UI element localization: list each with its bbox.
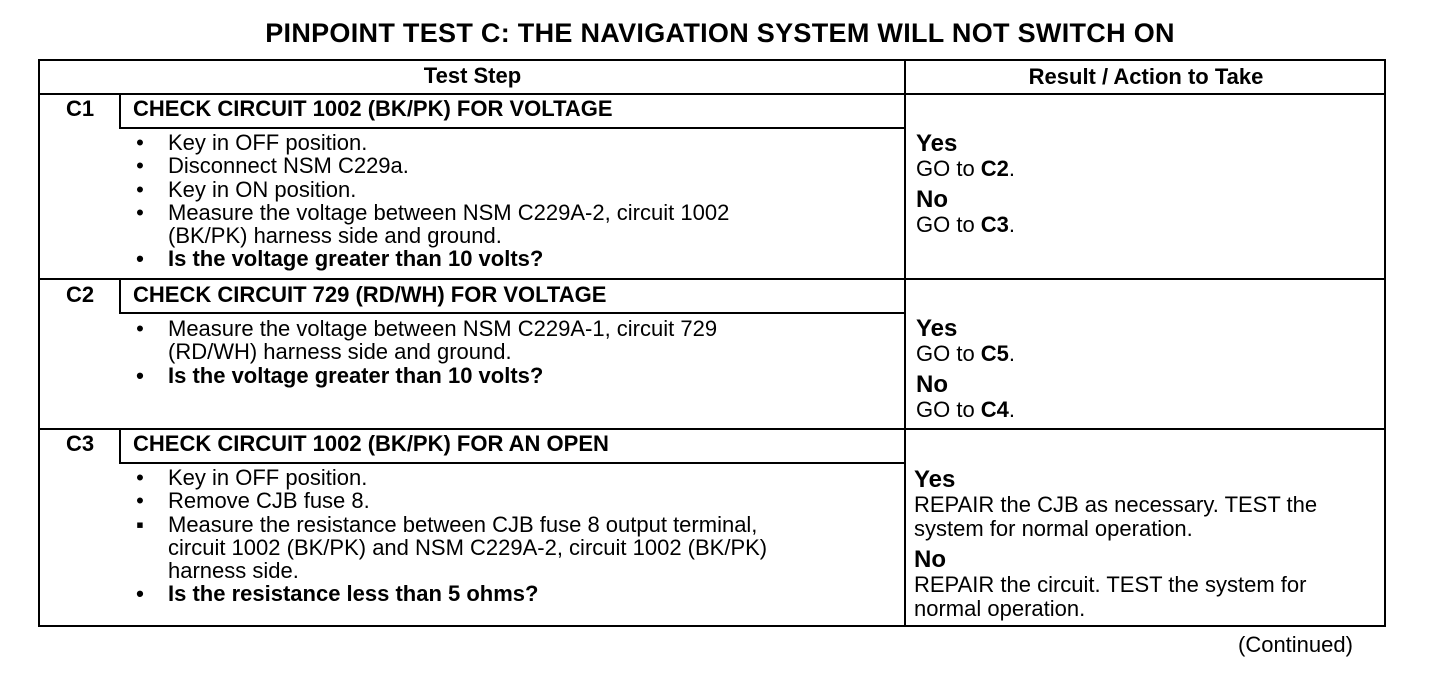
result-no-action: GO to C3. [916,212,1016,237]
bullet-continuation: (RD/WH) harness side and ground. [168,339,512,365]
bullet-question: • Is the voltage greater than 10 volts? [130,364,717,387]
bullet-continuation: circuit 1002 (BK/PK) and NSM C229A-2, circuit 1002 (BK/PK) [168,534,768,560]
result-no-label: No [914,546,946,573]
result-no-label: No [916,371,948,398]
result-yes-action: GO to C2. [916,156,1016,181]
bullet-dot-icon: • [136,362,144,388]
step-id-divider [119,429,121,463]
bullet-dot-icon: • [136,246,144,272]
result-no-action: REPAIR the circuit. TEST the system for [914,572,1307,597]
bullet-item: • Disconnect NSM C229a. [130,154,729,177]
step-title-c2: CHECK CIRCUIT 729 (RD/WH) FOR VOLTAGE [133,282,607,307]
result-no-action: normal operation. [914,596,1086,621]
step-bullets-c3 [130,466,767,606]
bullet-item: • Remove CJB fuse 8. [130,489,767,512]
step-bullets-c1 [130,131,729,271]
result-no-action: GO to C4. [916,397,1016,422]
step-id-c3: C3 [65,431,95,456]
step-id-c1: C1 [65,96,95,121]
column-divider [904,59,906,627]
step-id-divider [119,94,121,128]
bullet-dot-icon: • [136,465,144,490]
step-title-c1: CHECK CIRCUIT 1002 (BK/PK) FOR VOLTAGE [133,96,613,121]
bullet-item: • Measure the voltage between NSM C229A-1, circuit 729 [130,317,717,340]
bullet-dot-icon: • [136,581,144,607]
step-title-divider [119,312,905,314]
result-yes-label: Yes [914,466,956,493]
page-title: PINPOINT TEST C: THE NAVIGATION SYSTEM WILL NOT SWITCH ON [265,18,1175,48]
bullet-item: • Key in ON position. [130,178,729,201]
continued-note: (Continued) [1238,632,1353,657]
bullet-question: • Is the resistance less than 5 ohms? [130,582,767,605]
bullet-item: • Key in OFF position. [130,131,729,154]
result-yes-action: system for normal operation. [914,516,1193,541]
bullet-continuation: (BK/PK) harness side and ground. [168,223,502,249]
step-bullets-c2 [130,317,717,387]
result-no-label: No [916,186,948,213]
header-result-action: Result / Action to Take [1028,64,1264,89]
header-test-step: Test Step [423,63,522,88]
bullet-continuation: harness side. [168,558,299,584]
step-id-divider [119,279,121,313]
bullet-item: • Key in OFF position. [130,466,767,489]
bullet-dot-icon: • [136,176,144,202]
result-yes-action: GO to C5. [916,341,1016,366]
bullet-dot-icon: • [136,488,144,514]
step-title-divider [119,127,905,129]
bullet-dot-icon: • [136,130,144,155]
bullet-item: • Measure the voltage between NSM C229A-2, circuit 1002 [130,201,729,224]
bullet-item: ▪ Measure the resistance between CJB fuse 8 output terminal, [130,513,767,536]
result-yes-label: Yes [916,315,958,342]
result-yes-label: Yes [916,130,958,157]
bullet-dot-icon: • [136,316,144,341]
step-title-divider [119,462,905,464]
step-id-c2: C2 [65,282,95,307]
result-c3 [914,467,1317,621]
bullet-question: • Is the voltage greater than 10 volts? [130,247,729,270]
bullet-dot-icon: ▪ [136,511,144,537]
result-c1 [916,131,1015,237]
step-title-c3: CHECK CIRCUIT 1002 (BK/PK) FOR AN OPEN [133,431,609,456]
result-c2 [916,316,1015,422]
bullet-dot-icon: • [136,153,144,179]
result-yes-action: REPAIR the CJB as necessary. TEST the [914,492,1318,517]
bullet-dot-icon: • [136,199,144,225]
